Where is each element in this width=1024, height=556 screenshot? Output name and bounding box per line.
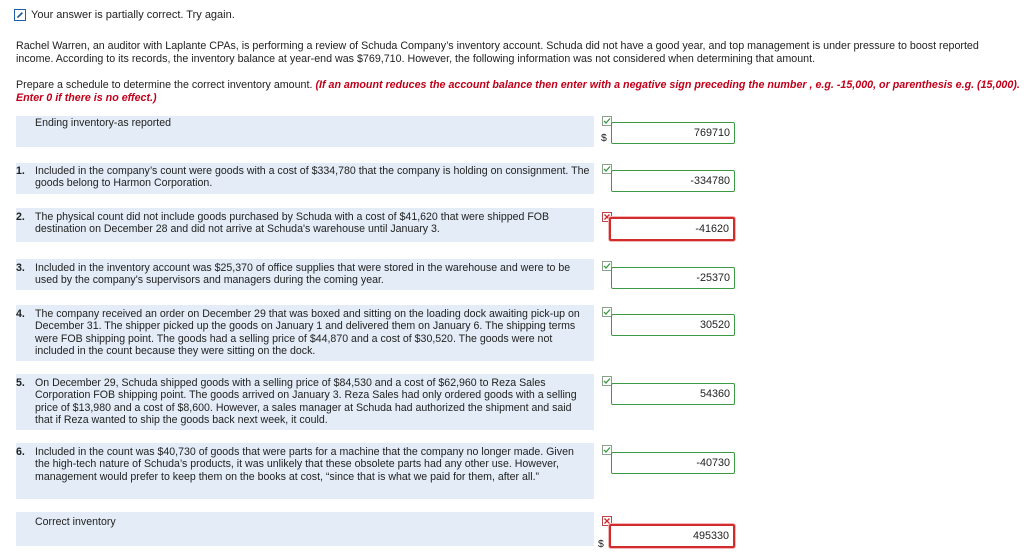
adjustment-input-5[interactable]: 54360: [611, 383, 735, 405]
currency-symbol: $: [601, 132, 607, 144]
correct-inventory-label: Correct inventory: [35, 516, 116, 528]
item-description: The physical count did not include goods purchased by Schuda with a cost of $41,620 that were shipped FOB destination on December 28 and did not arrive at Schuda's warehouse until January 3.: [35, 211, 550, 236]
status-message: Your answer is partially correct. Try again.: [31, 9, 235, 21]
item-description: Included in the company’s count were goods with a cost of $334,780 that the company is holding on consignment. The goods belong to Harmon Corporation.: [35, 165, 590, 190]
pencil-edit-icon: [14, 9, 26, 21]
item-description: Included in the count was $40,730 of goods that were parts for a machine that the company no longer made. Given the high-tech nature of Schuda’s products, it was unlikely that these obsolete parts had any other use. However, management would prefer to keep them on the books at cost, “since that is what we paid for them, after all.”: [35, 446, 574, 483]
adjustment-input-1[interactable]: -334780: [611, 170, 735, 192]
problem-instruction: [16, 79, 1021, 104]
adjustment-input-3[interactable]: -25370: [611, 267, 735, 289]
item-number: 1.: [16, 165, 25, 177]
item-description: The company received an order on December 29 that was boxed and sitting on the loading dock awaiting pick-up on December 31. The shipper picked up the goods on January 1 and delivered them on January 6. The shipping terms were FOB shipping point. The goods had a selling price of $44,870 and a cost of $30,520. The goods were not included in the count because they were sitting on the dock.: [35, 308, 580, 358]
ending-inventory-input[interactable]: 769710: [611, 122, 735, 144]
item-number: 2.: [16, 211, 25, 223]
problem-intro: Rachel Warren, an auditor with Laplante CPAs, is performing a review of Schuda Company’s inventory account. Schuda did not have a good year, and top management is under pressure to boost reported income. According to its records, the inventory balance at year-end was $769,710. However, the following information was not considered when determining that amount.: [16, 40, 979, 65]
status-line: [14, 9, 235, 21]
item-number: 3.: [16, 262, 25, 274]
adjustment-input-2[interactable]: -41620: [609, 217, 735, 241]
instruction-text: Prepare a schedule to determine the correct inventory amount.: [16, 79, 313, 91]
item-number: 5.: [16, 377, 25, 389]
adjustment-input-4[interactable]: 30520: [611, 314, 735, 336]
currency-symbol: $: [598, 538, 604, 550]
item-description: Included in the inventory account was $25,370 of office supplies that were stored in the warehouse and were to be used by the company's supervisors and managers during the coming year.: [35, 262, 571, 287]
item-number: 6.: [16, 446, 25, 458]
instruction-hint: (If an amount reduces the account balance then enter with a negative sign preceding the number , e.g. -15,000, or parenthesis e.g. (15,000). Enter 0 if there is no effect.): [16, 79, 1020, 104]
item-description: On December 29, Schuda shipped goods with a selling price of $84,530 and a cost of $62,960 to Reza Sales Corporation FOB shipping point. The goods arrived on January 3. Reza Sales had only ordered goods with a selling price of $13,980 and a cost of $8,600. However, a sales manager at Schuda had authorized the shipment and said that if Reza wanted to ship the goods back next week, it could.: [35, 377, 577, 427]
correct-inventory-input[interactable]: 495330: [609, 524, 735, 548]
item-number: 4.: [16, 308, 25, 320]
adjustment-input-6[interactable]: -40730: [611, 452, 735, 474]
ending-inventory-label: Ending inventory-as reported: [35, 117, 172, 129]
